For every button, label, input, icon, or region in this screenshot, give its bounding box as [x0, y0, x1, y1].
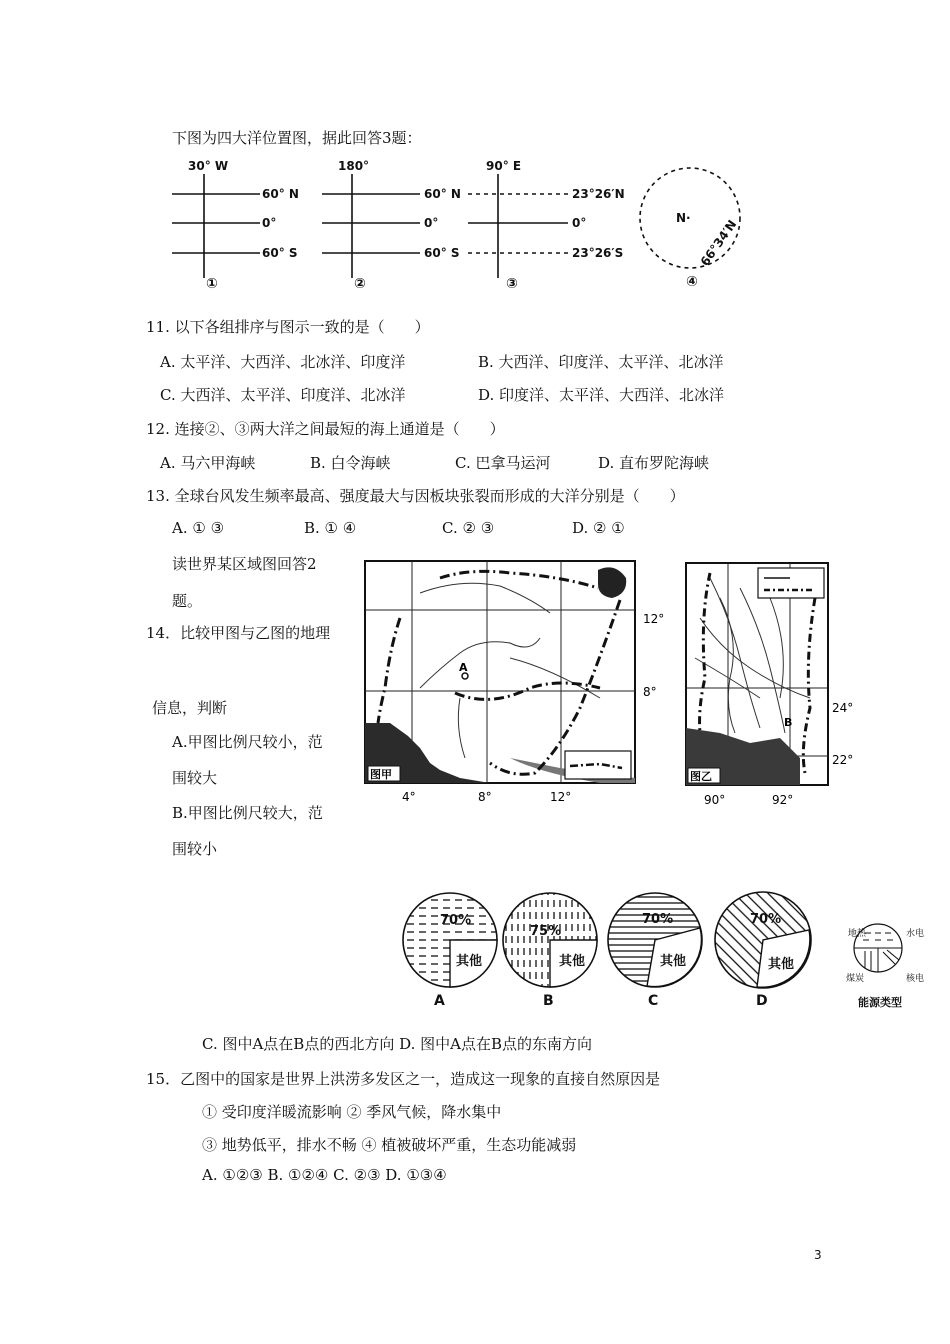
legend-geothermal: 地热 — [848, 929, 867, 939]
q12-option-a: A. 马六甲海峡 — [160, 454, 256, 472]
q13-stem: 13. 全球台风发生频率最高、强度最大与因板块张裂而形成的大洋分别是（ ） — [146, 487, 685, 505]
q15-options: A. ①②③ B. ①②④ C. ②③ D. ①③④ — [202, 1166, 447, 1184]
q14-option-b-2: 围较小 — [172, 840, 218, 858]
q11-option-a: A. 太平洋、大西洋、北冰洋、印度洋 — [160, 353, 406, 371]
pie-d — [715, 892, 811, 988]
pie-c-label: C — [648, 993, 659, 1009]
d3-lon: 90° E — [486, 159, 522, 173]
d2-lon: 180° — [338, 159, 370, 173]
q12-option-c: C. 巴拿马运河 — [455, 454, 551, 472]
map-jia-lon8: 8° — [478, 790, 492, 804]
q11-option-d: D. 印度洋、太平洋、大西洋、北冰洋 — [478, 386, 725, 404]
region-intro-1: 读世界某区域图回答2 — [172, 555, 317, 573]
map-yi-point-b: B — [784, 716, 793, 729]
ocean-position-diagram — [160, 150, 770, 300]
region-intro-2: 题。 — [172, 592, 203, 610]
map-yi-lat22: 22° — [832, 753, 854, 767]
map-jia-lon4: 4° — [402, 790, 416, 804]
legend-title: 能源类型 — [858, 996, 902, 1009]
q14-option-a-1: A.甲图比例尺较小，范 — [172, 733, 323, 751]
pie-b-label: B — [543, 993, 554, 1009]
pie-a-other: 其他 — [456, 954, 483, 969]
d1-south: 60° S — [262, 246, 298, 260]
d4-num: ④ — [686, 274, 698, 290]
d2-south: 60° S — [424, 246, 460, 260]
q15-statement-1: ① 受印度洋暖流影响 ② 季风气候，降水集中 — [202, 1103, 502, 1121]
map-yi-lon92: 92° — [772, 793, 794, 807]
d3-north: 23°26′N — [572, 187, 625, 201]
d3-eq: 0° — [572, 216, 587, 230]
legend-hydro: 水电 — [906, 929, 925, 939]
q14-stem-1: 14．比较甲图与乙图的地理 — [146, 624, 331, 642]
q13-option-a: A. ① ③ — [172, 519, 225, 537]
map-jia-label: 图甲 — [370, 768, 392, 781]
q11-option-b: B. 大西洋、印度洋、太平洋、北冰洋 — [478, 353, 724, 371]
q12-option-d: D. 直布罗陀海峡 — [598, 454, 710, 472]
d1-num: ① — [206, 276, 218, 292]
d1-north: 60° N — [262, 187, 299, 201]
map-jia-lon12: 12° — [550, 790, 572, 804]
q15-stem: 15．乙图中的国家是世界上洪涝多发区之一，造成这一现象的直接自然原因是 — [146, 1070, 661, 1088]
q13-option-b: B. ① ④ — [304, 519, 357, 537]
pie-b — [503, 893, 597, 987]
q13-option-d: D. ② ① — [572, 519, 625, 537]
q13-option-c: C. ② ③ — [442, 519, 495, 537]
pie-a-pct: 70% — [440, 913, 472, 928]
d1-eq: 0° — [262, 216, 277, 230]
intro-text: 下图为四大洋位置图，据此回答3题： — [172, 129, 422, 147]
d4-pole: N· — [676, 211, 691, 225]
map-yi-label: 图乙 — [690, 770, 712, 783]
pie-d-pct: 70% — [750, 912, 782, 927]
pie-c-other: 其他 — [660, 954, 687, 969]
q11-option-c: C. 大西洋、太平洋、印度洋、北冰洋 — [160, 386, 406, 404]
map-jia-lat12: 12° — [643, 612, 665, 626]
pie-b-other: 其他 — [559, 954, 586, 969]
map-yi-lat24: 24° — [832, 701, 854, 715]
pie-a-label: A — [434, 993, 445, 1009]
map-jia-lat8: 8° — [643, 685, 657, 699]
pie-d-label: D — [756, 993, 768, 1009]
map-jia — [360, 558, 670, 808]
pie-a — [403, 893, 497, 987]
d3-south: 23°26′S — [572, 246, 624, 260]
q14-option-b-1: B.甲图比例尺较大，范 — [172, 804, 323, 822]
q14-option-cd: C. 图中A点在B点的西北方向 D. 图中A点在B点的东南方向 — [202, 1035, 592, 1053]
pie-d-other: 其他 — [768, 957, 795, 972]
page-number: 3 — [814, 1248, 822, 1262]
q14-stem-2: 信息，判断 — [152, 699, 228, 717]
map-jia-point-a: A — [459, 661, 468, 674]
q14-option-a-2: 围较大 — [172, 769, 218, 787]
q11-stem: 11. 以下各组排序与图示一致的是（ ） — [146, 318, 430, 336]
d3-num: ③ — [506, 276, 518, 292]
q12-stem: 12. 连接②、③两大洋之间最短的海上通道是（ ） — [146, 420, 505, 438]
pie-c-pct: 70% — [642, 912, 674, 927]
q12-option-b: B. 白令海峡 — [310, 454, 391, 472]
map-yi-lon90: 90° — [704, 793, 726, 807]
q15-statement-2: ③ 地势低平，排水不畅 ④ 植被破坏严重，生态功能减弱 — [202, 1136, 577, 1154]
pie-c — [608, 893, 702, 987]
legend-nuclear: 核电 — [906, 974, 925, 984]
map-yi — [680, 558, 870, 808]
d1-lon: 30° W — [188, 159, 229, 173]
legend-coal: 煤炭 — [846, 974, 865, 984]
d2-num: ② — [354, 276, 366, 292]
d2-north: 60° N — [424, 187, 461, 201]
d2-eq: 0° — [424, 216, 439, 230]
d4-arc: 66°34′N — [697, 217, 740, 269]
pie-b-pct: 75% — [530, 924, 562, 939]
